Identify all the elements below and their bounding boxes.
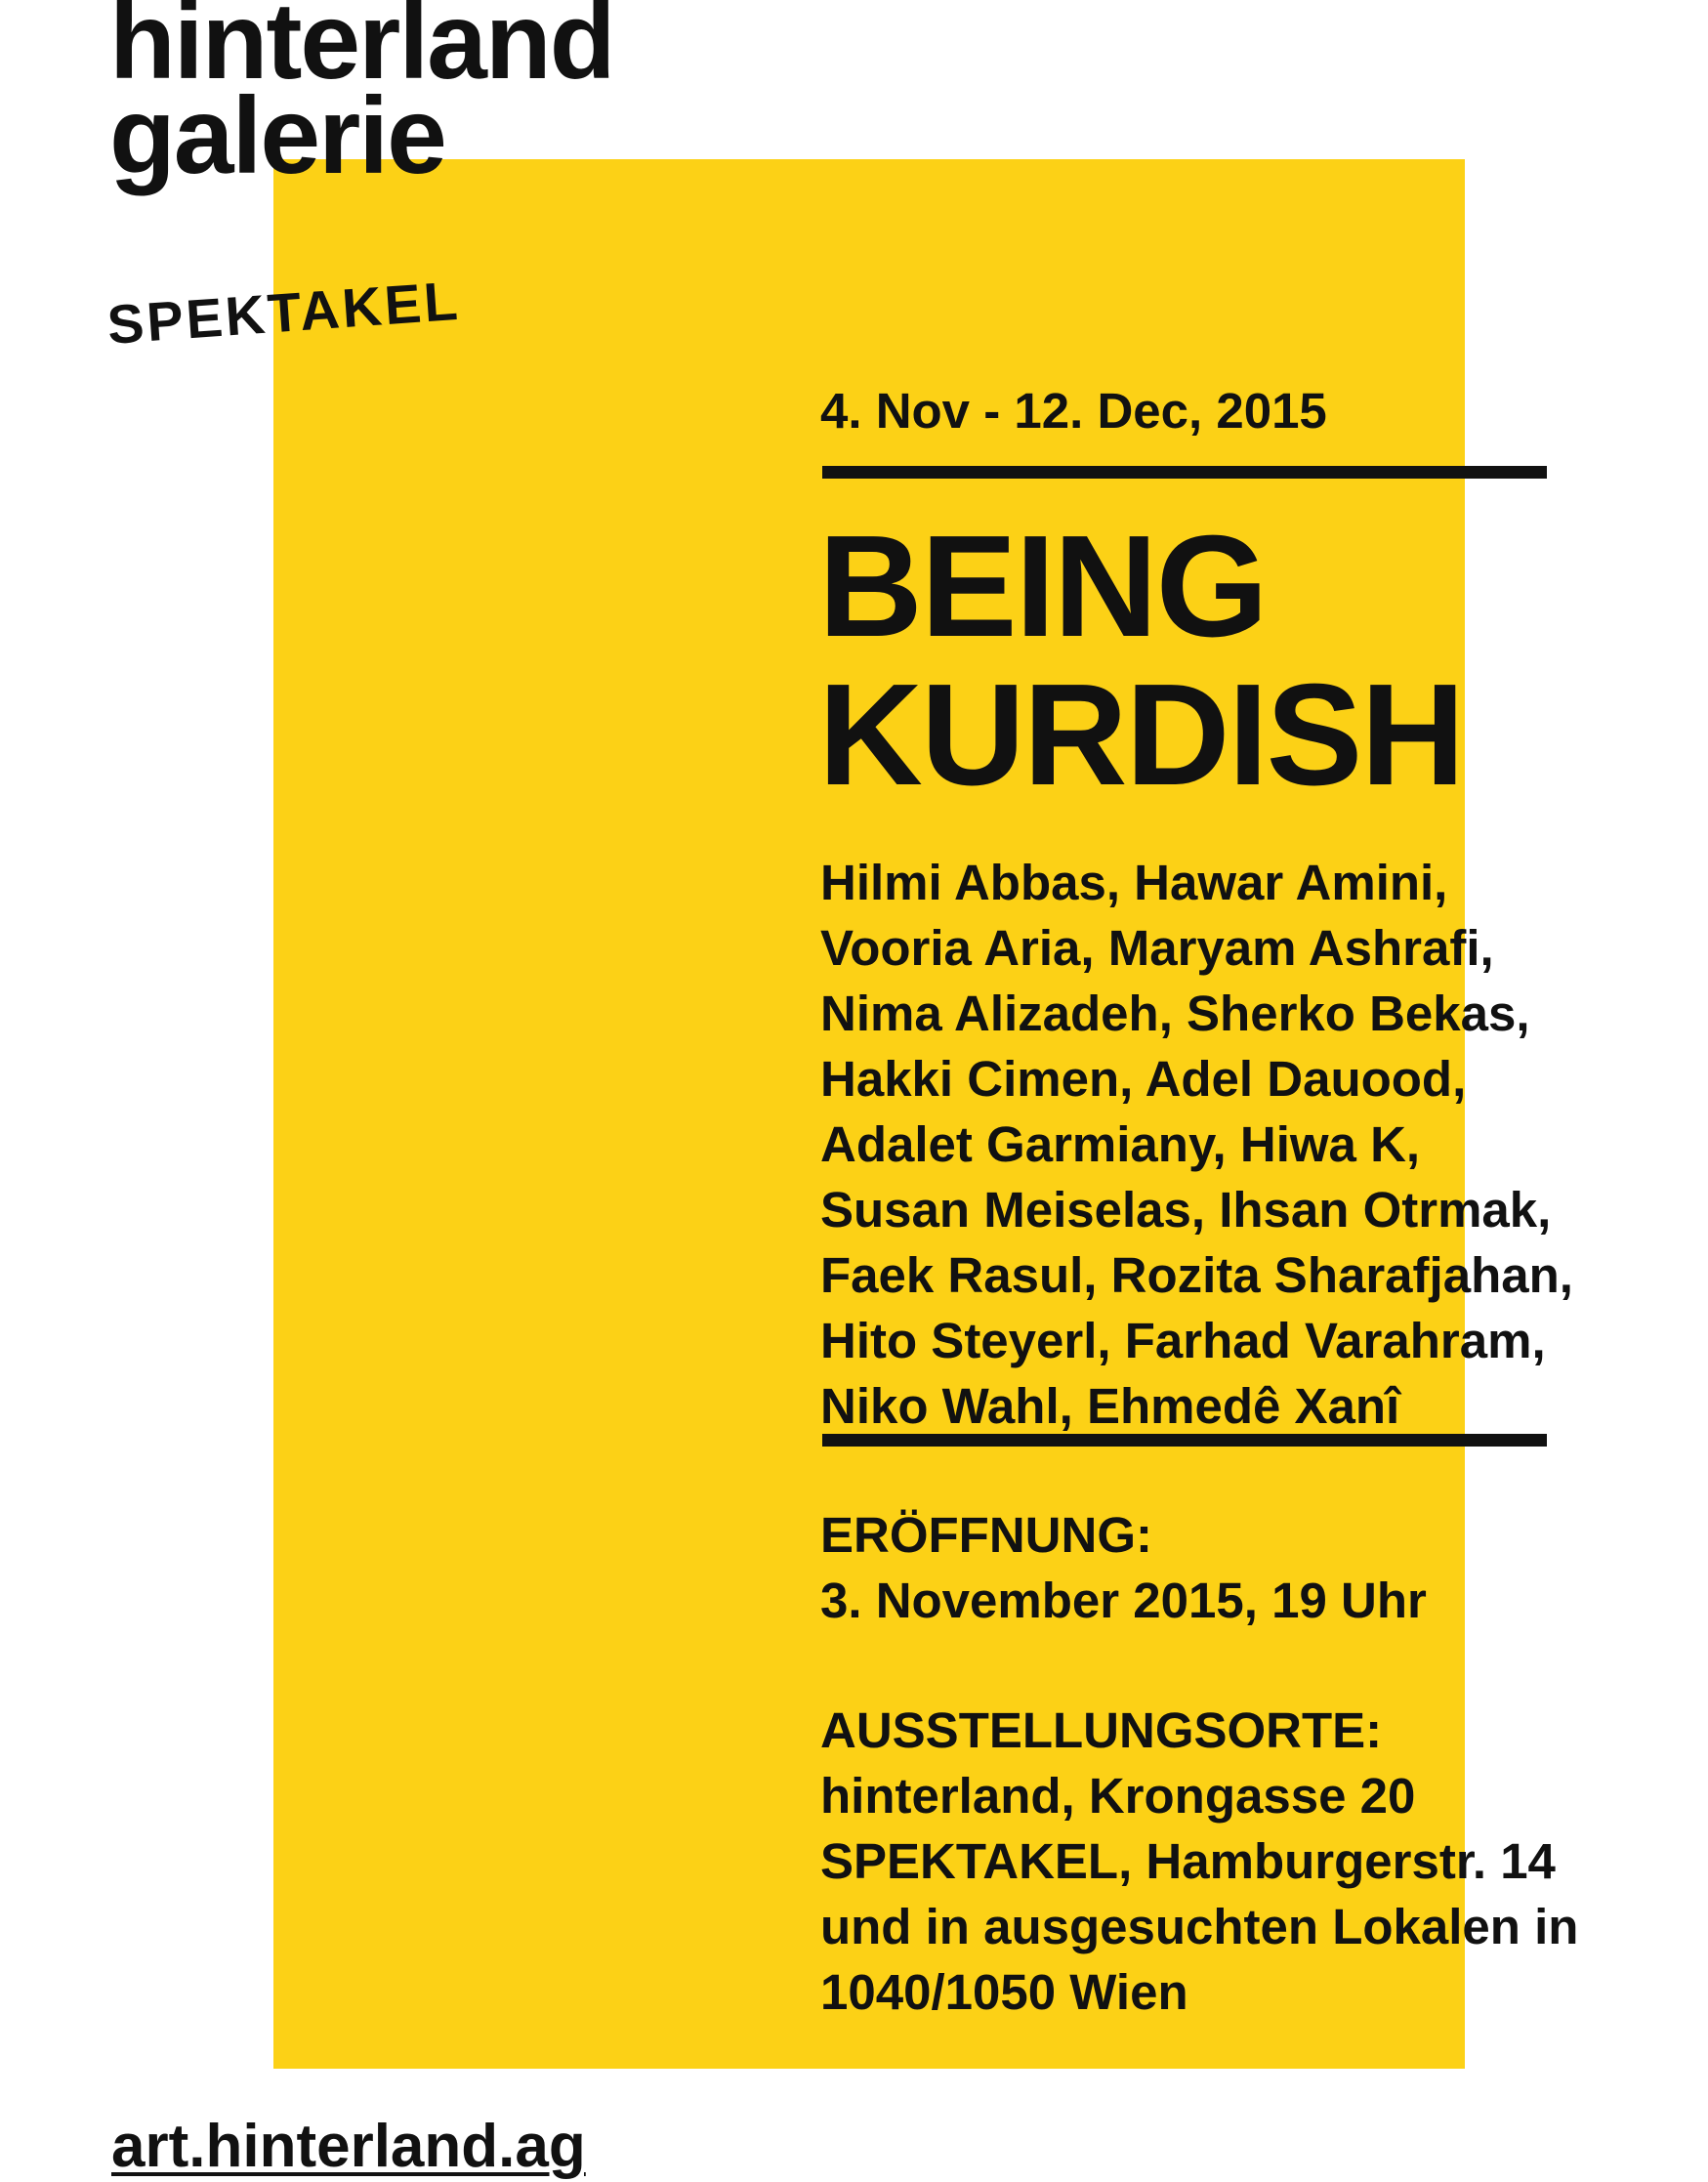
venue-line: 1040/1050 Wien [820,1964,1188,2020]
logo-line-1: hinterland [109,0,614,102]
artist-line: Vooria Aria, Maryam Ashrafi, [820,920,1494,976]
title-line-1: BEING [818,506,1267,667]
gallery-logo [109,0,614,196]
top-divider [822,466,1547,479]
bottom-divider [822,1434,1547,1447]
artist-line: Susan Meiselas, Ihsan Otrmak, [820,1182,1552,1238]
opening-label: ERÖFFNUNG: [820,1507,1152,1563]
opening-info [820,1502,1427,1633]
venues-label: AUSSTELLUNGSORTE: [820,1702,1383,1758]
artist-line: Faek Rasul, Rozita Sharafjahan, [820,1247,1573,1303]
artist-line: Hilmi Abbas, Hawar Amini, [820,855,1448,910]
artist-line: Hakki Cimen, Adel Dauood, [820,1051,1467,1107]
logo-line-2: galerie [109,75,445,196]
artist-line: Hito Steyerl, Farhad Varahram, [820,1313,1546,1368]
venues-info [820,1698,1578,2025]
website-link[interactable]: art.hinterland.ag [111,2113,586,2180]
venue-line: SPEKTAKEL, Hamburgerstr. 14 [820,1833,1556,1889]
title-line-2: KURDISH [818,654,1464,816]
partner-logo: SPEKTAKEL [104,269,463,356]
exhibition-dates-block [820,381,1699,441]
artist-list [820,850,1573,1439]
artist-line: Niko Wahl, Ehmedê Xanî [820,1378,1400,1434]
venue-line: hinterland, Krongasse 20 [820,1768,1416,1824]
opening-value: 3. November 2015, 19 Uhr [820,1573,1427,1628]
exhibition-dates: 4. Nov - 12. Dec, 2015 [820,383,1327,439]
venue-line: und in ausgesuchten Lokalen in [820,1899,1579,1954]
artist-line: Nima Alizadeh, Sherko Bekas, [820,986,1530,1041]
artist-line: Adalet Garmiany, Hiwa K, [820,1116,1421,1172]
exhibition-title [818,506,1464,816]
